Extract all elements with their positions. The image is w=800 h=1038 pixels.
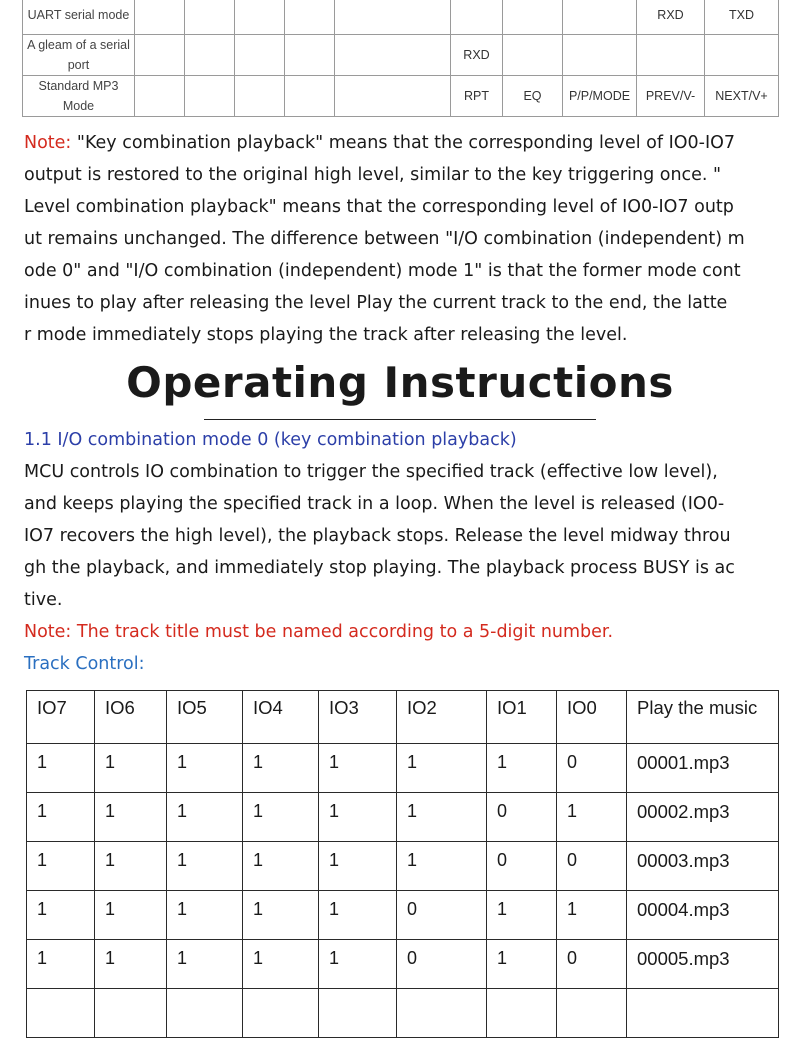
mode-table-cell: RXD	[451, 35, 503, 76]
mode-table-cell	[235, 35, 285, 76]
track-table-cell	[627, 989, 779, 1038]
mode-table	[22, 0, 779, 117]
track-table-cell: 0	[487, 793, 557, 842]
section-body-line: gh the playback, and immediately stop playing. The playback process BUSY is ac	[24, 558, 735, 578]
mode-table-cell: RXD	[637, 0, 705, 35]
track-table-cell: 1	[397, 793, 487, 842]
track-table-cell: 1	[95, 744, 167, 793]
track-table-cell: 1	[319, 793, 397, 842]
track-table-cell: 1	[487, 744, 557, 793]
mode-table-cell	[503, 35, 563, 76]
mode-table-cell: RPT	[451, 76, 503, 117]
track-table-cell: 1	[397, 744, 487, 793]
mode-table-cell	[451, 0, 503, 35]
track-table-cell: 1	[95, 891, 167, 940]
track-table-cell	[167, 989, 243, 1038]
section-body-line: IO7 recovers the high level), the playback stops. Release the level midway throu	[24, 526, 731, 546]
mode-table-row	[23, 76, 779, 117]
track-table-cell: 1	[27, 940, 95, 989]
track-table-cell: 00005.mp3	[627, 940, 779, 989]
track-table-header-cell: IO6	[95, 691, 167, 744]
track-control-label: Track Control:	[24, 654, 145, 674]
mode-table-cell	[335, 0, 451, 35]
mode-table-cell	[335, 76, 451, 117]
track-table-cell: 1	[243, 940, 319, 989]
track-table-cell: 1	[95, 940, 167, 989]
track-table-cell: 1	[397, 842, 487, 891]
track-table-header-cell: Play the music	[627, 691, 779, 744]
track-table-cell	[397, 989, 487, 1038]
track-table-cell: 1	[487, 940, 557, 989]
track-table-cell: 1	[167, 744, 243, 793]
mode-cell: Standard MP3 Mode	[23, 76, 135, 117]
track-table-row-partial	[27, 989, 779, 1038]
track-table-cell: 0	[557, 842, 627, 891]
track-table-header-cell: IO5	[167, 691, 243, 744]
track-table-header-cell: IO2	[397, 691, 487, 744]
track-table-cell	[487, 989, 557, 1038]
note-text: output is restored to the original high level, similar to the key triggering once. "	[24, 165, 722, 185]
track-table-cell: 00001.mp3	[627, 744, 779, 793]
mode-table-row	[23, 35, 779, 76]
track-table-cell: 1	[27, 842, 95, 891]
note-text: r mode immediately stops playing the track after releasing the level.	[24, 325, 628, 345]
mode-table-cell	[185, 0, 235, 35]
track-table-cell: 00002.mp3	[627, 793, 779, 842]
note-text: "Key combination playback" means that the corresponding level of IO0-IO7	[71, 133, 736, 153]
mode-cell: UART serial mode	[23, 0, 135, 35]
track-table-cell: 1	[557, 891, 627, 940]
mode-table-cell	[135, 0, 185, 35]
track-table-header-cell: IO7	[27, 691, 95, 744]
mode-table-cell	[285, 0, 335, 35]
track-table-cell	[95, 989, 167, 1038]
note-line	[24, 287, 794, 319]
section-body-line: tive.	[24, 590, 63, 610]
track-table-cell: 1	[487, 891, 557, 940]
track-table-cell: 1	[243, 842, 319, 891]
mode-table-cell: TXD	[705, 0, 779, 35]
track-table-header-cell: IO3	[319, 691, 397, 744]
mode-table-cell	[285, 35, 335, 76]
mode-table-cell	[185, 76, 235, 117]
track-table-cell: 1	[167, 940, 243, 989]
track-table-cell	[557, 989, 627, 1038]
mode-table-cell	[563, 0, 637, 35]
track-table-header-cell: IO4	[243, 691, 319, 744]
mode-table-cell	[235, 0, 285, 35]
track-table-cell: 0	[487, 842, 557, 891]
note-line	[24, 319, 794, 351]
page-title: Operating Instructions	[126, 358, 674, 407]
mode-table-cell	[705, 35, 779, 76]
track-table-cell: 1	[95, 793, 167, 842]
track-table-cell: 1	[243, 891, 319, 940]
mode-table-cell	[135, 35, 185, 76]
note-text: ut remains unchanged. The difference between "I/O combination (independent) m	[24, 229, 745, 249]
note-line	[24, 223, 794, 255]
note-line	[24, 255, 794, 287]
mode-table-cell: EQ	[503, 76, 563, 117]
mode-table-cell	[563, 35, 637, 76]
section-title: 1.1 I/O combination mode 0 (key combination playback)	[24, 430, 517, 450]
track-table-row	[27, 842, 779, 891]
track-table-row	[27, 940, 779, 989]
section-body-line: and keeps playing the specified track in a loop. When the level is released (IO0-	[24, 494, 725, 514]
mode-table-cell	[503, 0, 563, 35]
note-text: inues to play after releasing the level Play the current track to the end, the latte	[24, 293, 728, 313]
track-table-cell: 1	[167, 842, 243, 891]
track-control-table	[26, 690, 779, 1038]
track-table-cell: 1	[319, 744, 397, 793]
track-table-cell: 0	[557, 940, 627, 989]
track-table-cell: 0	[397, 891, 487, 940]
track-table-cell: 1	[27, 793, 95, 842]
section-body-line: MCU controls IO combination to trigger the specified track (effective low level),	[24, 462, 718, 482]
mode-table-cell: PREV/V-	[637, 76, 705, 117]
mode-table-cell	[335, 35, 451, 76]
mode-table-cell: P/P/MODE	[563, 76, 637, 117]
track-table-cell: 1	[167, 891, 243, 940]
track-table-cell	[27, 989, 95, 1038]
mode-table-cell	[285, 76, 335, 117]
track-table-cell: 1	[243, 793, 319, 842]
track-table-cell: 1	[167, 793, 243, 842]
track-table-cell: 0	[557, 744, 627, 793]
mode-table-cell	[185, 35, 235, 76]
track-table-header-cell: IO1	[487, 691, 557, 744]
mode-table-cell	[235, 76, 285, 117]
track-table-cell: 1	[243, 744, 319, 793]
track-table-cell: 00004.mp3	[627, 891, 779, 940]
mode-table-cell	[135, 76, 185, 117]
mode-table-cell: NEXT/V+	[705, 76, 779, 117]
track-table-cell: 1	[27, 891, 95, 940]
note-text: Level combination playback" means that the corresponding level of IO0-IO7 outp	[24, 197, 734, 217]
track-table-cell: 1	[557, 793, 627, 842]
mode-table-cell	[637, 35, 705, 76]
track-name-note: Note: The track title must be named according to a 5-digit number.	[24, 622, 614, 642]
track-table-header-row	[27, 691, 779, 744]
note-line	[24, 191, 794, 223]
track-table-cell	[319, 989, 397, 1038]
title-underline	[204, 419, 596, 420]
note-label: Note:	[24, 133, 72, 153]
track-table-row	[27, 744, 779, 793]
track-table-cell: 0	[397, 940, 487, 989]
track-table-cell: 1	[319, 891, 397, 940]
track-table-header-cell: IO0	[557, 691, 627, 744]
track-table-cell: 1	[319, 940, 397, 989]
note-line	[24, 127, 794, 159]
track-table-cell: 1	[319, 842, 397, 891]
track-table-row	[27, 793, 779, 842]
track-table-cell: 1	[27, 744, 95, 793]
note-text: ode 0" and "I/O combination (independent) mode 1" is that the former mode cont	[24, 261, 741, 281]
track-table-row	[27, 891, 779, 940]
track-table-cell: 00003.mp3	[627, 842, 779, 891]
track-table-cell	[243, 989, 319, 1038]
note-line	[24, 159, 794, 191]
mode-cell: A gleam of a serial port	[23, 35, 135, 76]
track-table-cell: 1	[95, 842, 167, 891]
mode-table-row	[23, 0, 779, 35]
